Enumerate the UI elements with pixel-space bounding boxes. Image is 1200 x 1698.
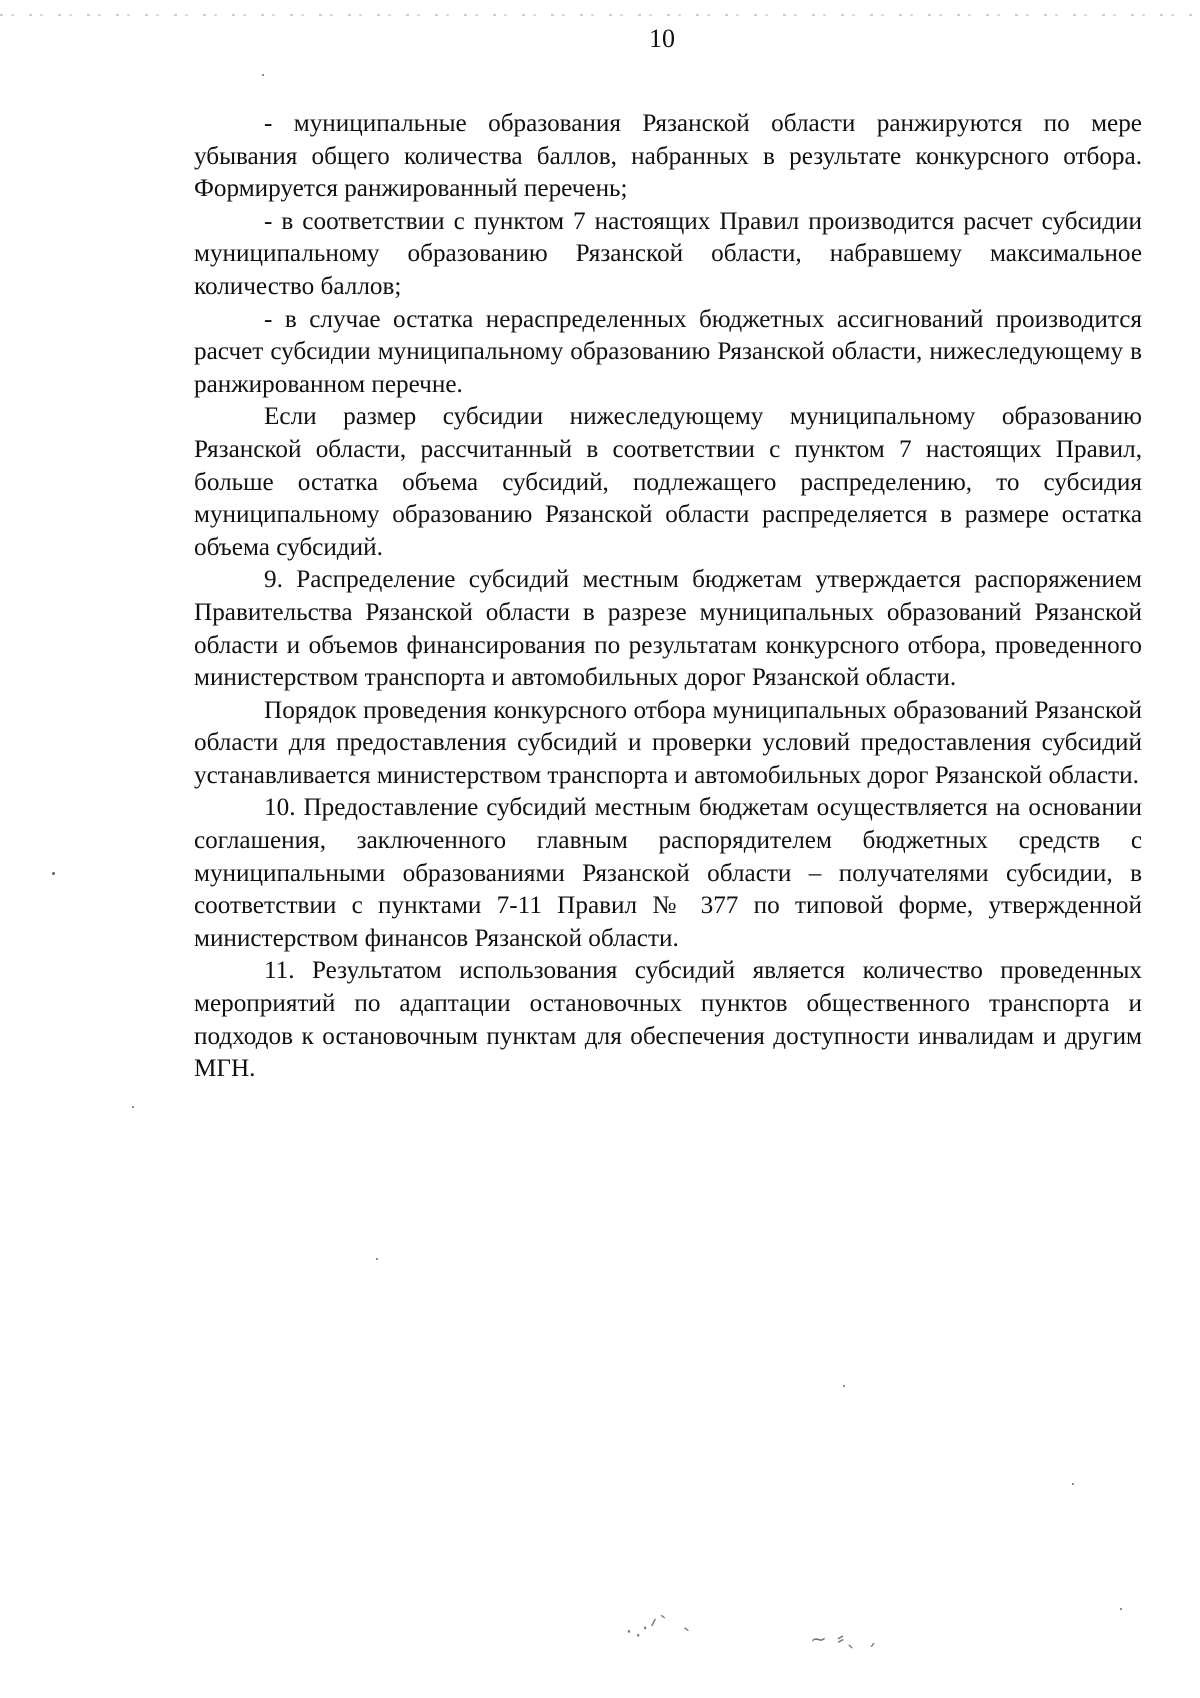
scan-speck: [52, 872, 55, 875]
paragraph: 9. Распределение субсидий местным бюджетам утверждается распоряжением Правительства Рязанской области в разрезе муниципальных образований Рязанской области и объемов финансирования по результатам конкурсного отбора, проведенного министерством транспорта и автомобильных дорог Рязанской области.: [194, 566, 1142, 692]
scan-mark: ·.·ᐟ` ˎ: [623, 1606, 695, 1644]
scan-speck: [132, 1106, 134, 1108]
paragraph: 11. Результатом использования субсидий является количество проведенных мероприятий по адаптации остановочных пунктов общественного транспорта и подходов к остановочным пунктам для обеспечения доступности инвалидам и другим МГН.: [194, 957, 1142, 1083]
scan-artifact: [0, 14, 1200, 16]
paragraph: Если размер субсидии нижеследующему муниципальному образованию Рязанской области, рассчитанный в соответствии с пунктом 7 настоящих Правил, больше остатка объема субсидий, подлежащего распределению, то субсидия муниципальному образованию Рязанской области распределяется в размере остатка объема субсидий.: [194, 403, 1142, 561]
scan-speck: [843, 1385, 845, 1387]
paragraph: Порядок проведения конкурсного отбора муниципальных образований Рязанской области для предоставления субсидий и проверки условий предоставления субсидий устанавливается министерством транспорта и автомобильных дорог Рязанской области.: [194, 696, 1142, 789]
paragraph: - муниципальные образования Рязанской области ранжируются по мере убывания общего количества баллов, набранных в результате конкурсного отбора. Формируется ранжированный перечень;: [194, 110, 1142, 203]
scan-speck: [1072, 1483, 1074, 1485]
paragraph: - в случае остатка нераспределенных бюджетных ассигнований производится расчет субсидии муниципальному образованию Рязанской области, нижеследующему в ранжированном перечне.: [194, 305, 1142, 398]
paragraph: 10. Предоставление субсидий местным бюджетам осуществляется на основании соглашения, заключенного главным распорядителем бюджетных средств с муниципальными образованиями Рязанской области – получателями субсидии, в соответствии с пунктами 7-11 Правил № 377 по типовой форме, утвержденной министерством финансов Рязанской области.: [194, 794, 1142, 952]
scan-speck: [376, 1258, 378, 1260]
page-number: 10: [649, 24, 675, 53]
scan-speck: [1120, 1608, 1122, 1610]
scan-mark: ~ ⸗ˎ ˏ: [809, 1622, 879, 1652]
scan-speck: [262, 74, 264, 76]
paragraph: - в соответствии с пунктом 7 настоящих Правил производится расчет субсидии муниципальному образованию Рязанской области, набравшему максимальное количество баллов;: [194, 207, 1142, 300]
document-body: [194, 108, 1142, 1086]
